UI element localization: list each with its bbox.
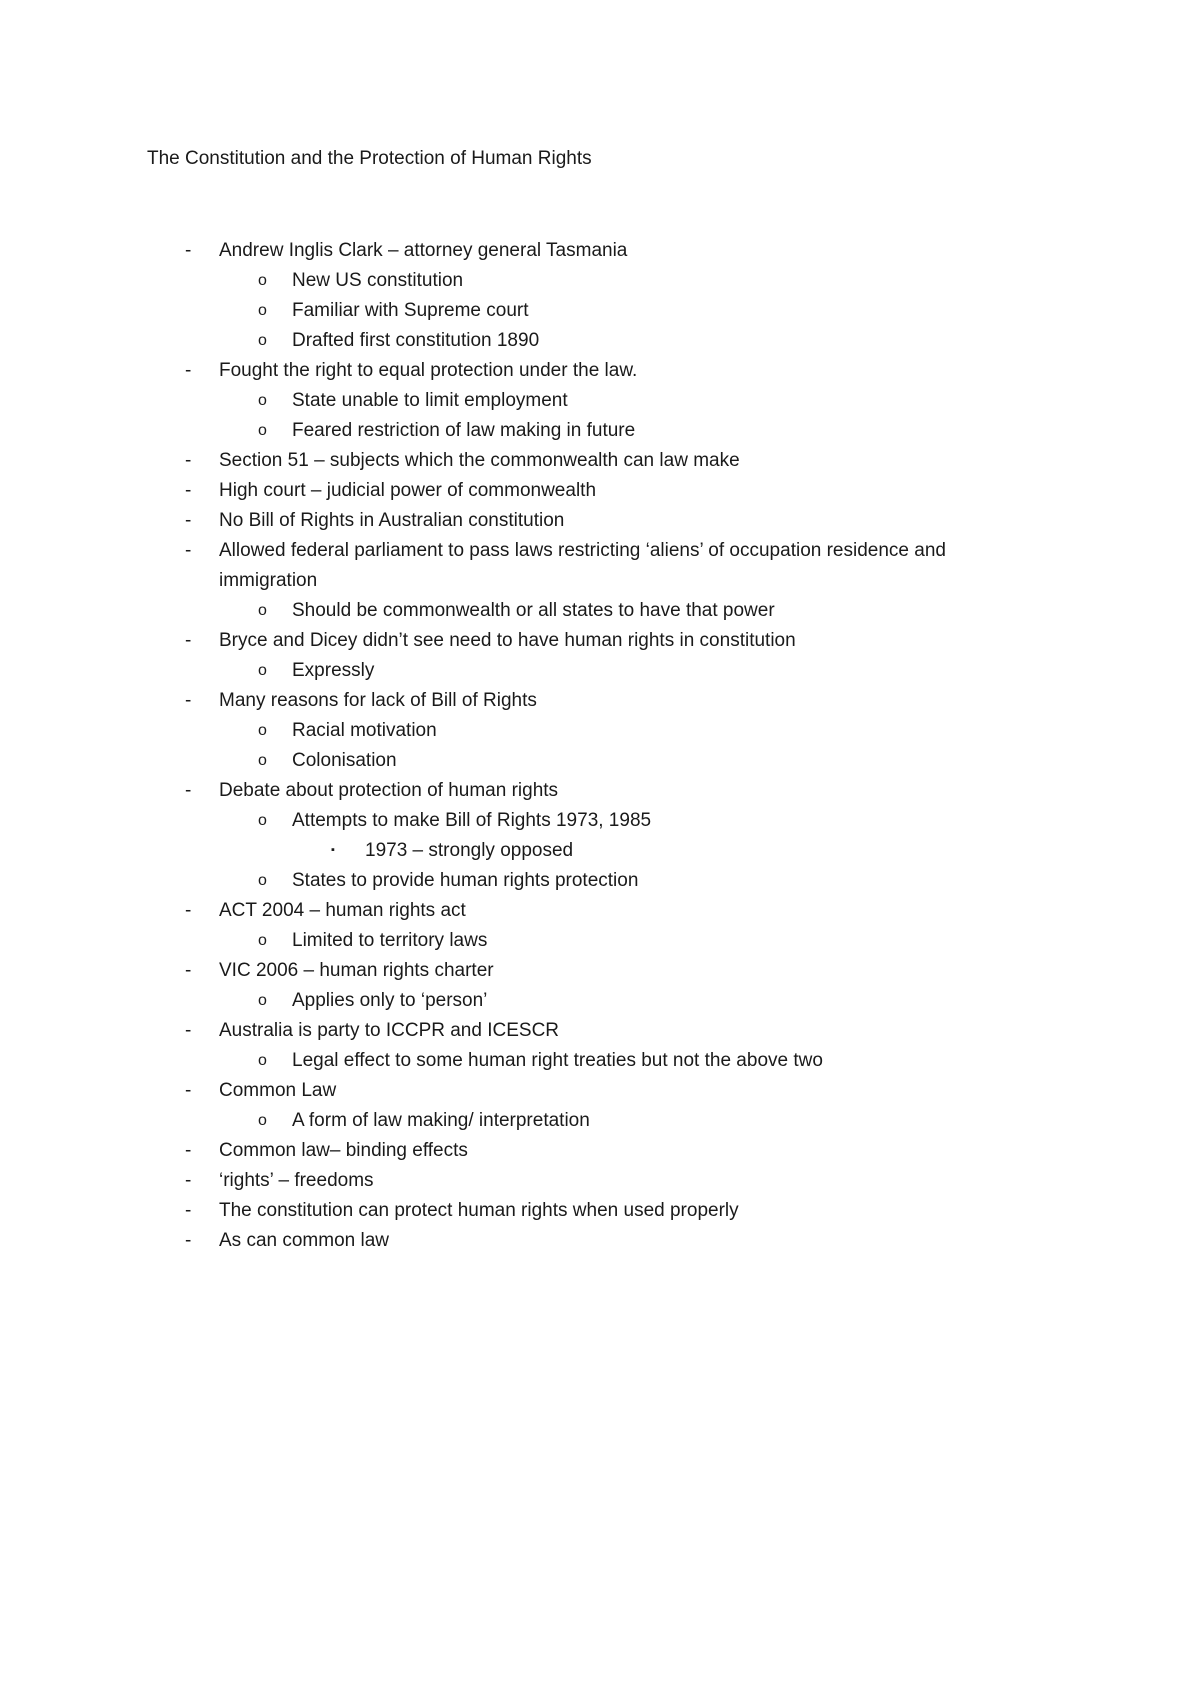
list-item — [0, 956, 1200, 986]
dash-bullet: - — [185, 779, 192, 801]
list-item — [0, 686, 1200, 716]
circle-bullet: o — [258, 751, 267, 769]
list-item-text: ‘rights’ – freedoms — [219, 1169, 374, 1191]
document-title: The Constitution and the Protection of Human Rights — [147, 148, 592, 169]
list-item-text: Australia is party to ICCPR and ICESCR — [219, 1019, 560, 1041]
dash-bullet: - — [185, 899, 192, 921]
circle-bullet: o — [258, 811, 267, 829]
list-item-text: ACT 2004 – human rights act — [219, 899, 466, 921]
square-bullet: ▪ — [331, 843, 335, 856]
dash-bullet: - — [185, 1199, 192, 1221]
list-item-text: Andrew Inglis Clark – attorney general Tasmania — [219, 240, 628, 261]
list-item — [0, 1136, 1200, 1166]
list-item — [0, 1196, 1200, 1226]
list-item — [0, 1076, 1200, 1106]
list-item — [0, 326, 1200, 356]
dash-bullet: - — [185, 629, 192, 651]
list-item-text: Feared restriction of law making in future — [292, 420, 636, 441]
list-item-text: Colonisation — [292, 749, 397, 771]
list-item-text: A form of law making/ interpretation — [292, 1109, 590, 1131]
list-item — [0, 266, 1200, 296]
list-item — [0, 806, 1200, 836]
circle-bullet: o — [258, 392, 267, 409]
list-item — [0, 536, 1200, 596]
dash-bullet: - — [185, 540, 192, 561]
list-item-text: State unable to limit employment — [292, 390, 568, 411]
list-item-text: The constitution can protect human rights when used properly — [219, 1199, 739, 1221]
dash-bullet: - — [185, 450, 192, 471]
list-item — [0, 836, 1200, 866]
list-item — [0, 1016, 1200, 1046]
list-item — [0, 1166, 1200, 1196]
notes-list — [0, 236, 1200, 1256]
dash-bullet: - — [185, 1169, 192, 1191]
circle-bullet: o — [258, 272, 267, 289]
dash-bullet: - — [185, 510, 192, 531]
list-item-text: New US constitution — [292, 270, 464, 291]
list-item-text: Many reasons for lack of Bill of Rights — [219, 689, 537, 711]
list-item — [0, 596, 1200, 626]
list-item — [0, 1226, 1200, 1256]
list-item-text: Fought the right to equal protection under the law. — [219, 360, 638, 381]
list-item — [0, 866, 1200, 896]
list-item-text: High court – judicial power of commonwealth — [219, 480, 597, 501]
list-item — [0, 986, 1200, 1016]
list-item — [0, 656, 1200, 686]
list-item-text: Legal effect to some human right treaties but not the above two — [292, 1049, 823, 1071]
list-item-text: Debate about protection of human rights — [219, 779, 559, 801]
list-item-text: Applies only to ‘person’ — [292, 989, 488, 1011]
list-item — [0, 1106, 1200, 1136]
list-item-text: Attempts to make Bill of Rights 1973, 1985 — [292, 809, 652, 831]
dash-bullet: - — [185, 240, 192, 261]
list-item — [0, 896, 1200, 926]
list-item-text: Drafted first constitution 1890 — [292, 330, 540, 351]
circle-bullet: o — [258, 931, 267, 949]
list-item-text: No Bill of Rights in Australian constitution — [219, 510, 565, 531]
circle-bullet: o — [258, 721, 267, 739]
list-item-text: Racial motivation — [292, 719, 437, 741]
circle-bullet: o — [258, 422, 267, 439]
list-item — [0, 1046, 1200, 1076]
list-item — [0, 776, 1200, 806]
list-item — [0, 296, 1200, 326]
dash-bullet: - — [185, 1079, 192, 1101]
circle-bullet: o — [258, 601, 267, 619]
dash-bullet: - — [185, 959, 192, 981]
list-item-text: Familiar with Supreme court — [292, 300, 529, 321]
list-item — [0, 926, 1200, 956]
list-item — [0, 476, 1200, 506]
list-item-text: Should be commonwealth or all states to have that power — [292, 599, 775, 621]
list-item-text: Section 51 – subjects which the commonwealth can law make — [219, 450, 740, 471]
circle-bullet: o — [258, 1111, 267, 1129]
dash-bullet: - — [185, 689, 192, 711]
list-item-text: As can common law — [219, 1229, 390, 1251]
circle-bullet: o — [258, 661, 267, 679]
list-item-text: 1973 – strongly opposed — [365, 839, 574, 861]
list-item — [0, 626, 1200, 656]
circle-bullet: o — [258, 332, 267, 349]
list-item — [0, 746, 1200, 776]
list-item-text: Common law– binding effects — [219, 1139, 468, 1161]
list-item — [0, 506, 1200, 536]
circle-bullet: o — [258, 991, 267, 1009]
circle-bullet: o — [258, 871, 267, 889]
list-item-text: Allowed federal parliament to pass laws restricting ‘aliens’ of occupation residence and immigration — [219, 540, 946, 591]
list-item — [0, 356, 1200, 386]
dash-bullet: - — [185, 360, 192, 381]
list-item-text: Expressly — [292, 659, 375, 681]
list-item — [0, 386, 1200, 416]
list-item-text: VIC 2006 – human rights charter — [219, 959, 494, 981]
list-item-text: States to provide human rights protection — [292, 869, 639, 891]
list-item-text: Bryce and Dicey didn’t see need to have human rights in constitution — [219, 629, 796, 651]
circle-bullet: o — [258, 302, 267, 319]
dash-bullet: - — [185, 1019, 192, 1041]
dash-bullet: - — [185, 1139, 192, 1161]
list-item-text: Common Law — [219, 1079, 337, 1101]
list-item — [0, 446, 1200, 476]
dash-bullet: - — [185, 1229, 192, 1251]
dash-bullet: - — [185, 480, 192, 501]
list-item — [0, 716, 1200, 746]
list-item — [0, 236, 1200, 266]
list-item-text: Limited to territory laws — [292, 929, 488, 951]
list-item — [0, 416, 1200, 446]
circle-bullet: o — [258, 1051, 267, 1069]
